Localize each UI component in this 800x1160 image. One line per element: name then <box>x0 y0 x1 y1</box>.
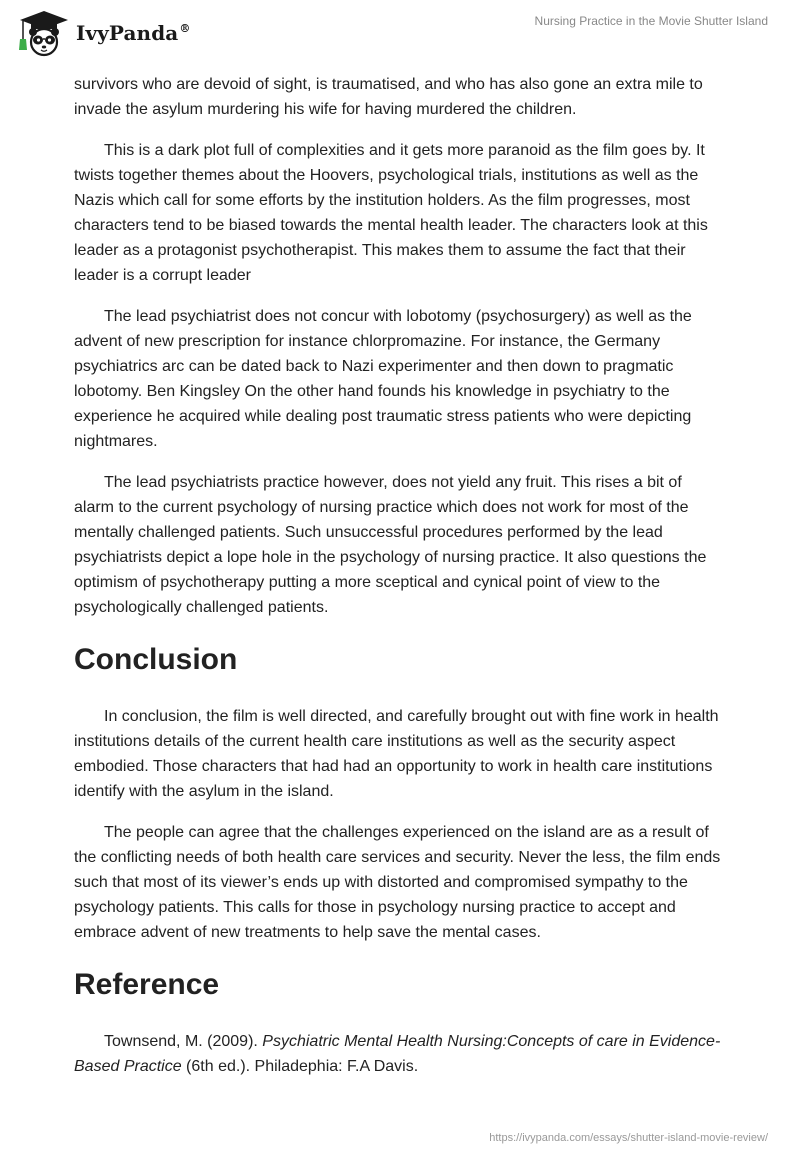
article-body <box>74 72 724 1095</box>
document-title: Nursing Practice in the Movie Shutter Island <box>534 14 768 28</box>
reference-entry <box>74 1029 724 1079</box>
ivypanda-logo[interactable] <box>14 8 190 58</box>
body-paragraph: The lead psychiatrists practice however, does not yield any fruit. This rises a bit of alarm to the current psychology of nursing practice which does not work for most of the mentally challenged patients. Such unsuccessful procedures performed by the lead psychiatrists depict a lope hole in the psychology of nursing practice. It also questions the optimism of psychotherapy putting a more sceptical and cynical point of view to the psychologically challenged patients. <box>74 474 707 616</box>
body-paragraph: survivors who are devoid of sight, is traumatised, and who has also gone an extra mile to invade the asylum murdering his wife for having murdered the children. <box>74 76 703 118</box>
registered-mark: ® <box>179 22 191 36</box>
panda-graduation-cap-icon <box>14 8 70 58</box>
page-header <box>0 0 800 62</box>
reference-author: Townsend, M. (2009). <box>104 1033 263 1050</box>
reference-heading: Reference <box>74 968 220 1001</box>
conclusion-paragraph: The people can agree that the challenges experienced on the island are as a result of the conflicting needs of both health care services and security. Never the less, the film ends such that most of its viewer’s ends up with distorted and compromised sympathy to the psychology patients. This calls for those in psychology nursing practice to accept and embrace advent of new treatments to help save the mental cases. <box>74 824 721 941</box>
conclusion-paragraph: In conclusion, the film is well directed, and carefully brought out with fine work in health institutions details of the current health care institutions as well as the security aspect embodied. Those characters that had had an opportunity to work in health care institutions identify with the asylum in the island. <box>74 708 719 800</box>
reference-title: Psychiatric Mental Health Nursing:Concepts of care in Evidence-Based Practice <box>74 1033 721 1075</box>
conclusion-heading: Conclusion <box>74 643 238 676</box>
body-paragraph: The lead psychiatrist does not concur with lobotomy (psychosurgery) as well as the advent of new prescription for instance chlorpromazine. For instance, the Germany psychiatrics arc can be dated back to Nazi experimenter and then down to pragmatic lobotomy. Ben Kingsley On the other hand founds his knowledge in psychiatry to the experience he acquired while dealing post traumatic stress patients who were depicting nightmares. <box>74 308 692 450</box>
reference-publisher: (6th ed.). Philadephia: F.A Davis. <box>181 1058 419 1075</box>
source-url[interactable]: https://ivypanda.com/essays/shutter-island-movie-review/ <box>489 1132 768 1144</box>
brand-name: IvyPanda® <box>76 21 191 45</box>
body-paragraph: This is a dark plot full of complexities and it gets more paranoid as the film goes by. It twists together themes about the Hoovers, psychological trials, institutions as well as the Nazis which call for some efforts by the institution holders. As the film progresses, most characters tend to be biased towards the mental health leader. The characters look at this leader as a protagonist psychotherapist. This makes them to assume the fact that their leader is a corrupt leader <box>74 142 708 284</box>
